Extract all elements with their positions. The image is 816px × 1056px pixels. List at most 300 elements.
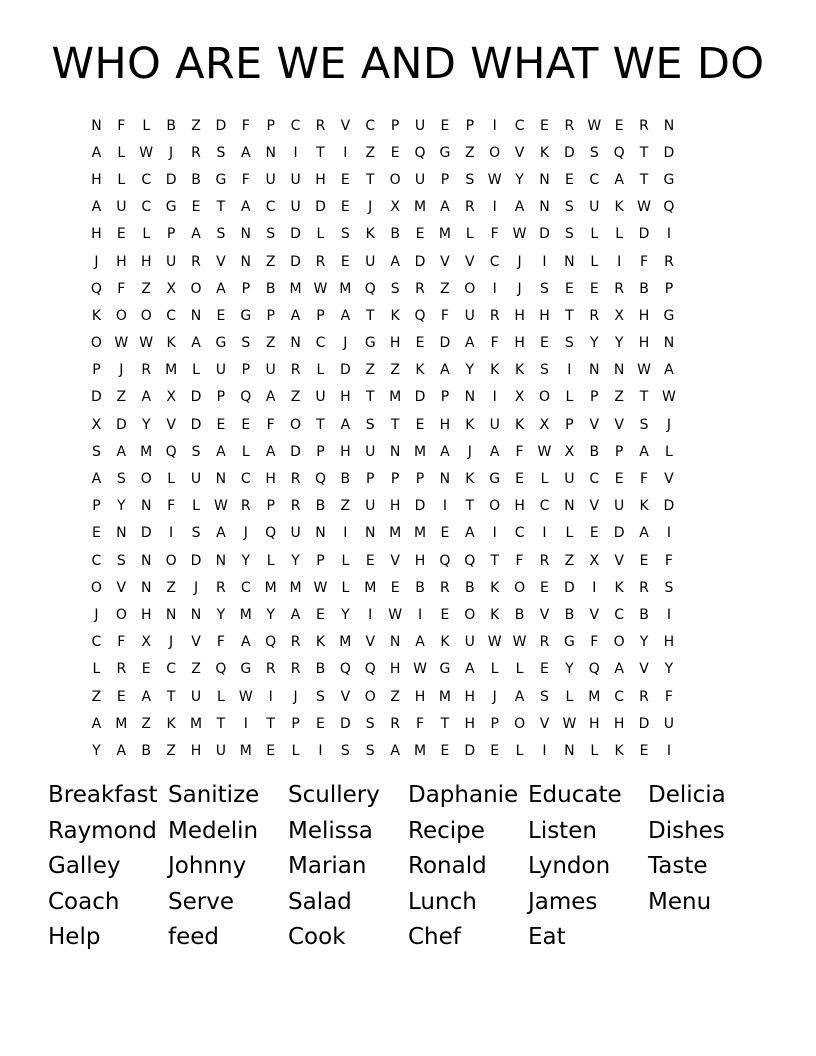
grid-letter: O (613, 634, 625, 651)
grid-letter: Z (365, 362, 376, 379)
grid-letter: W (537, 443, 552, 460)
grid-letter: A (614, 171, 624, 188)
grid-letter: P (92, 498, 101, 515)
grid-letter: N (265, 144, 276, 161)
grid-letter: C (614, 688, 625, 705)
grid-letter: B (141, 742, 152, 759)
grid-letter: E (589, 525, 599, 542)
grid-letter: Z (166, 579, 176, 596)
grid-letter: W (512, 226, 527, 243)
grid-letter: M (389, 525, 402, 542)
grid-letter: Q (414, 144, 426, 161)
grid-letter: R (191, 144, 201, 161)
grid-letter: Z (365, 144, 376, 161)
grid-letter: C (589, 471, 600, 488)
grid-letter: D (190, 416, 202, 433)
grid-letter: W (238, 688, 253, 705)
grid-letter: F (415, 715, 425, 732)
grid-letter: E (216, 307, 226, 324)
grid-letter: J (517, 253, 522, 270)
word-list-item: Educate (528, 782, 622, 808)
grid-letter: V (589, 498, 600, 515)
grid-letter: E (266, 742, 276, 759)
grid-letter: P (390, 117, 400, 134)
grid-letter: O (538, 389, 550, 406)
grid-letter: Q (364, 280, 376, 297)
grid-letter: S (365, 416, 375, 433)
grid-letter: A (514, 688, 525, 705)
grid-letter: O (190, 280, 202, 297)
grid-letter: V (166, 416, 176, 433)
grid-letter: K (166, 335, 176, 352)
grid-letter: B (390, 226, 400, 243)
grid-letter: J (193, 579, 199, 596)
grid-letter: P (166, 226, 176, 243)
grid-letter: M (239, 606, 252, 623)
grid-letter: Z (390, 688, 400, 705)
word-list-item: Listen (528, 817, 597, 844)
grid-letter: Y (291, 552, 300, 569)
grid-letter: Y (639, 634, 649, 651)
grid-letter: M (264, 579, 277, 596)
grid-letter: U (265, 171, 276, 188)
grid-letter: I (442, 498, 447, 515)
grid-letter: L (590, 742, 599, 759)
grid-letter: H (389, 335, 401, 352)
grid-letter: I (542, 253, 547, 270)
grid-letter: P (216, 389, 226, 406)
grid-letter: H (663, 634, 675, 651)
grid-letter: B (589, 443, 600, 460)
grid-letter: A (116, 443, 127, 460)
grid-letter: A (390, 253, 400, 270)
grid-letter: D (563, 144, 575, 161)
grid-letter: E (540, 579, 549, 596)
grid-letter: W (637, 199, 651, 216)
grid-letter: N (290, 335, 301, 352)
grid-letter: O (115, 307, 127, 324)
grid-letter: W (587, 117, 602, 134)
grid-letter: F (266, 416, 275, 433)
grid-letter: R (539, 634, 550, 651)
grid-letter: A (265, 443, 276, 460)
grid-letter: M (413, 525, 427, 542)
grid-letter: C (166, 661, 176, 678)
word-list-item: Menu (648, 888, 712, 915)
grid-letter: L (92, 661, 101, 678)
grid-letter: L (291, 742, 300, 759)
grid-letter: L (142, 117, 151, 134)
grid-letter: A (664, 362, 674, 379)
grid-row (84, 330, 734, 357)
grid-letter: F (640, 253, 649, 270)
grid-letter: F (490, 226, 499, 243)
grid-letter: Z (265, 335, 276, 352)
grid-letter: T (639, 389, 649, 406)
grid-letter: E (540, 335, 549, 352)
grid-letter: P (316, 443, 325, 460)
grid-letter: U (190, 688, 202, 705)
grid-letter: S (390, 280, 400, 297)
grid-letter: A (91, 144, 102, 161)
grid-letter: Q (90, 280, 102, 297)
grid-letter: W (512, 634, 527, 651)
grid-letter: U (116, 199, 127, 216)
grid-letter: R (564, 117, 575, 134)
grid-letter: H (539, 307, 550, 324)
grid-letter: Y (117, 498, 126, 515)
grid-letter: I (492, 389, 497, 406)
grid-letter: U (315, 389, 326, 406)
grid-letter: F (117, 634, 126, 651)
grid-letter: A (241, 634, 251, 651)
grid-letter: P (92, 362, 101, 379)
grid-letter: S (540, 688, 549, 705)
grid-letter: L (216, 688, 225, 705)
word-list-item: Taste (648, 853, 708, 880)
grid-letter: S (116, 552, 126, 569)
grid-letter: B (465, 579, 475, 596)
grid-row (84, 656, 734, 683)
grid-letter: X (166, 389, 176, 406)
grid-letter: Z (390, 362, 400, 379)
grid-letter: D (115, 416, 127, 433)
grid-letter: R (664, 253, 674, 270)
grid-letter: D (315, 199, 326, 216)
grid-letter: N (564, 498, 575, 515)
grid-letter: P (241, 362, 251, 379)
grid-letter: M (140, 443, 153, 460)
grid-letter: I (666, 226, 671, 243)
grid-letter: S (365, 742, 375, 759)
grid-letter: A (216, 443, 226, 460)
grid-letter: E (365, 552, 375, 569)
grid-letter: U (365, 443, 376, 460)
grid-letter: F (440, 307, 449, 324)
grid-letter: K (91, 307, 102, 324)
grid-letter: H (514, 498, 525, 515)
grid-letter: P (465, 117, 475, 134)
grid-letter: U (464, 634, 475, 651)
grid-letter: D (663, 498, 675, 515)
grid-letter: W (413, 661, 427, 678)
grid-letter: B (639, 606, 649, 623)
grid-letter: R (390, 715, 400, 732)
grid-letter: U (290, 171, 301, 188)
grid-letter: F (590, 634, 599, 651)
grid-letter: H (140, 606, 152, 623)
grid-letter: C (91, 552, 102, 569)
grid-letter: T (316, 416, 325, 433)
grid-letter: J (467, 443, 472, 460)
grid-letter: L (192, 498, 200, 515)
word-list-item: James (528, 888, 598, 915)
grid-letter: I (268, 688, 273, 705)
grid-letter: H (464, 715, 476, 732)
grid-letter: S (191, 525, 201, 542)
grid-letter: Q (314, 471, 326, 488)
grid-letter: V (191, 634, 201, 651)
grid-letter: E (141, 661, 151, 678)
grid-letter: M (165, 362, 178, 379)
grid-row (84, 302, 734, 329)
grid-letter: S (216, 226, 226, 243)
grid-letter: A (191, 226, 201, 243)
grid-letter: P (614, 443, 624, 460)
grid-letter: E (415, 335, 425, 352)
grid-letter: L (490, 661, 499, 678)
grid-letter: Y (216, 606, 226, 623)
grid-letter: H (190, 742, 202, 759)
grid-letter: N (140, 552, 152, 569)
grid-letter: G (489, 471, 501, 488)
grid-letter: G (215, 335, 227, 352)
grid-letter: L (316, 362, 325, 379)
grid-letter: Z (116, 389, 127, 406)
grid-letter: N (389, 443, 401, 460)
grid-letter: E (116, 688, 126, 705)
grid-row (84, 248, 734, 275)
grid-letter: Y (92, 742, 101, 759)
grid-letter: D (165, 171, 177, 188)
grid-letter: G (215, 171, 227, 188)
grid-letter: D (290, 443, 301, 460)
grid-letter: L (665, 443, 673, 460)
grid-letter: Z (166, 742, 176, 759)
grid-letter: A (91, 199, 102, 216)
grid-letter: E (490, 742, 500, 759)
grid-letter: P (316, 307, 325, 324)
grid-letter: T (216, 199, 226, 216)
word-list-item: Marian (288, 853, 367, 880)
grid-letter: A (265, 389, 276, 406)
grid-letter: S (216, 144, 226, 161)
grid-letter: E (639, 742, 649, 759)
grid-letter: R (240, 498, 251, 515)
grid-letter: K (490, 606, 500, 623)
grid-letter: D (190, 389, 202, 406)
grid-letter: D (91, 389, 102, 406)
grid-letter: I (169, 525, 174, 542)
grid-letter: U (265, 362, 276, 379)
grid-letter: X (614, 307, 624, 324)
grid-letter: S (564, 199, 574, 216)
grid-letter: V (340, 117, 351, 134)
grid-letter: S (564, 335, 574, 352)
grid-letter: H (613, 715, 625, 732)
grid-letter: O (464, 280, 476, 297)
grid-letter: A (465, 335, 475, 352)
grid-letter: L (465, 226, 474, 243)
grid-letter: N (240, 226, 252, 243)
grid-letter: G (663, 307, 675, 324)
grid-letter: E (440, 525, 450, 542)
grid-letter: D (638, 226, 650, 243)
grid-letter: I (666, 606, 671, 623)
word-list-item: feed (168, 924, 219, 951)
grid-letter: N (215, 471, 227, 488)
grid-letter: V (216, 253, 226, 270)
grid-letter: D (563, 579, 575, 596)
grid-letter: D (140, 525, 152, 542)
grid-letter: A (216, 525, 226, 542)
grid-letter: L (266, 552, 275, 569)
grid-letter: L (515, 742, 524, 759)
grid-letter: Q (663, 199, 675, 216)
grid-letter: S (116, 471, 126, 488)
grid-letter: J (169, 144, 174, 161)
grid-letter: P (266, 307, 275, 324)
grid-letter: F (515, 552, 524, 569)
grid-letter: W (487, 634, 502, 651)
word-list-item: Cook (288, 924, 346, 951)
grid-letter: I (492, 199, 497, 216)
grid-letter: K (639, 498, 649, 515)
grid-letter: U (190, 471, 202, 488)
grid-letter: T (639, 171, 649, 188)
grid-letter: B (166, 117, 176, 134)
grid-letter: P (291, 715, 300, 732)
grid-letter: A (191, 335, 201, 352)
grid-letter: T (365, 389, 375, 406)
grid-letter: M (389, 389, 402, 406)
grid-letter: G (240, 307, 252, 324)
grid-letter: A (91, 471, 102, 488)
grid-letter: U (414, 117, 426, 134)
grid-letter: R (639, 688, 649, 705)
grid-letter: A (440, 362, 450, 379)
grid-letter: D (215, 117, 227, 134)
grid-letter: M (438, 688, 451, 705)
grid-letter: P (590, 389, 599, 406)
grid-letter: U (414, 171, 426, 188)
grid-letter: U (489, 416, 500, 433)
grid-letter: A (614, 661, 624, 678)
grid-letter: H (340, 389, 351, 406)
grid-letter: V (440, 253, 450, 270)
grid-letter: I (666, 525, 671, 542)
grid-letter: O (115, 606, 127, 623)
grid-letter: A (440, 443, 450, 460)
grid-letter: E (92, 525, 101, 542)
grid-letter: B (514, 606, 525, 623)
grid-letter: T (365, 171, 375, 188)
grid-row (84, 710, 734, 737)
grid-letter: R (290, 362, 301, 379)
grid-letter: C (489, 253, 500, 270)
grid-letter: C (265, 199, 276, 216)
grid-letter: P (440, 389, 450, 406)
grid-letter: V (340, 688, 351, 705)
grid-letter: D (663, 144, 675, 161)
grid-letter: N (663, 335, 675, 352)
grid-letter: M (189, 715, 203, 732)
grid-letter: Z (265, 253, 276, 270)
grid-letter: S (540, 280, 549, 297)
grid-letter: Y (515, 171, 524, 188)
word-list (48, 778, 768, 956)
grid-letter: R (464, 199, 475, 216)
grid-letter: P (664, 280, 674, 297)
grid-letter: E (241, 416, 251, 433)
word-list-item: Breakfast (48, 782, 158, 808)
grid-letter: L (590, 253, 599, 270)
grid-row (84, 139, 734, 166)
grid-letter: L (142, 226, 151, 243)
grid-letter: B (315, 498, 326, 515)
grid-letter: N (613, 362, 625, 379)
grid-letter: Y (614, 335, 624, 352)
grid-letter: C (91, 634, 102, 651)
grid-letter: Z (290, 389, 301, 406)
grid-letter: U (589, 199, 600, 216)
grid-letter: R (639, 579, 649, 596)
grid-row (84, 629, 734, 656)
word-list-item: Scullery (288, 782, 380, 808)
grid-row (84, 275, 734, 302)
grid-letter: E (564, 280, 574, 297)
grid-letter: R (315, 253, 326, 270)
grid-letter: E (340, 171, 350, 188)
grid-letter: Q (339, 661, 351, 678)
grid-letter: H (265, 471, 276, 488)
word-list-item: Johnny (168, 853, 247, 880)
grid-letter: S (465, 171, 475, 188)
grid-letter: V (589, 606, 600, 623)
grid-letter: E (216, 416, 226, 433)
word-list-item: Sanitize (168, 782, 260, 808)
grid-letter: Y (465, 362, 475, 379)
grid-letter: F (241, 117, 250, 134)
grid-letter: T (216, 715, 226, 732)
grid-letter: J (368, 199, 373, 216)
grid-letter: M (413, 199, 427, 216)
grid-letter: Y (341, 606, 350, 623)
grid-letter: Q (240, 389, 252, 406)
grid-letter: L (316, 226, 325, 243)
grid-letter: I (368, 606, 373, 623)
grid-letter: H (389, 661, 401, 678)
grid-letter: F (241, 171, 250, 188)
grid-letter: L (590, 226, 599, 243)
word-list-item: Melissa (288, 817, 373, 844)
grid-letter: R (265, 661, 276, 678)
word-list-item: Lyndon (528, 853, 611, 880)
grid-letter: W (662, 389, 676, 406)
grid-letter: Z (141, 280, 152, 297)
grid-letter: V (365, 634, 376, 651)
grid-letter: V (614, 416, 624, 433)
grid-letter: P (390, 471, 400, 488)
grid-letter: A (465, 525, 475, 542)
grid-letter: P (440, 171, 450, 188)
grid-letter: P (316, 552, 325, 569)
grid-letter: E (116, 226, 126, 243)
grid-letter: N (389, 634, 401, 651)
grid-letter: K (539, 144, 550, 161)
grid-letter: R (539, 552, 550, 569)
grid-letter: S (664, 579, 674, 596)
grid-letter: L (192, 362, 200, 379)
grid-letter: N (190, 307, 202, 324)
grid-letter: D (190, 552, 202, 569)
grid-letter: D (339, 715, 351, 732)
grid-letter: I (243, 715, 248, 732)
grid-letter: V (116, 579, 127, 596)
grid-letter: P (266, 498, 275, 515)
grid-letter: S (564, 226, 574, 243)
grid-row (84, 601, 734, 628)
